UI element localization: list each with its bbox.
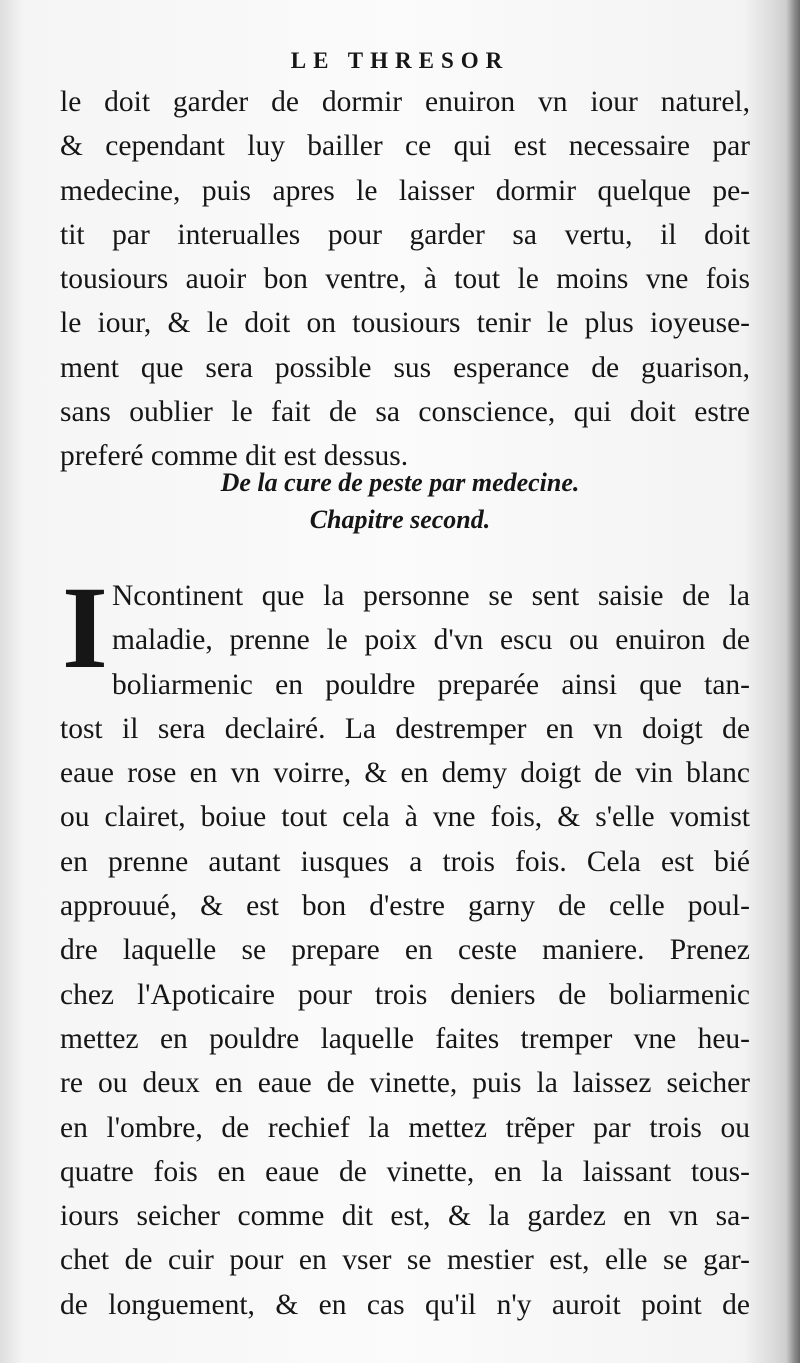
body-paragraph — [60, 562, 750, 1327]
text-line: tit par interualles pour garder sa vertu, il doit — [60, 218, 750, 251]
text-line: de longuement, & en cas qu'il n'y auroit point de — [60, 1288, 750, 1321]
text-line: tost il sera declairé. La destremper en vn doigt de — [60, 712, 750, 745]
text-line: eaue rose en vn voirre, & en demy doigt de vin blanc — [60, 757, 750, 790]
text-line: re ou deux en eaue de vinette, puis la laissez seicher — [60, 1067, 750, 1100]
text-line: en l'ombre, de rechief la mettez trẽper par trois ou — [60, 1111, 750, 1144]
text-line: ment que sera possible sus esperance de guarison, — [60, 351, 750, 384]
text-line: ou clairet, boiue tout cela à vne fois, & s'elle vomist — [60, 801, 750, 834]
text-line: mettez en pouldre laquelle faites tremper vne heu- — [60, 1022, 750, 1055]
text-line: Ncontinent que la personne se sent saisie de la — [112, 580, 750, 612]
text-line: dre laquelle se prepare en ceste maniere. Prenez — [60, 934, 750, 967]
text-line: boliarmenic en pouldre preparée ainsi que tan- — [112, 668, 750, 701]
page-edge-shadow — [786, 0, 800, 1363]
text-line: medecine, puis apres le laisser dormir quelque pe- — [60, 174, 750, 207]
text-line: chet de cuir pour en vser se mestier est, elle se gar- — [60, 1244, 750, 1277]
text-line: le doit garder de dormir enuiron vn iour naturel, — [60, 86, 750, 118]
text-line: sans oublier le fait de sa conscience, qui doit estre — [60, 396, 750, 429]
text-line: le iour, & le doit on tousiours tenir le plus ioyeuse- — [60, 307, 750, 340]
text-line: en prenne autant iusques a trois fois. Cela est bié — [60, 845, 750, 878]
drop-cap-initial: I — [62, 562, 108, 693]
text-line: maladie, prenne le poix d'vn escu ou enuiron de — [112, 624, 750, 657]
text-line: preferé comme dit est dessus. — [60, 440, 409, 473]
chapter-title: De la cure de peste par medecine. — [220, 468, 580, 497]
top-paragraph — [60, 80, 750, 479]
text-line: quatre fois en eaue de vinette, en la laissant tous- — [60, 1155, 750, 1188]
running-head: LE THRESOR — [290, 48, 510, 73]
text-line: chez l'Apoticaire pour trois deniers de boliarmenic — [60, 978, 750, 1011]
text-line: tousiours auoir bon ventre, à tout le moins vne fois — [60, 263, 750, 296]
text-line: approuué, & est bon d'estre garny de celle poul- — [60, 890, 750, 923]
chapter-subtitle: Chapitre second. — [309, 505, 491, 534]
text-line: iours seicher comme dit est, & la gardez en vn sa- — [60, 1200, 750, 1233]
text-line: & cependant luy bailler ce qui est necessaire par — [60, 130, 750, 163]
